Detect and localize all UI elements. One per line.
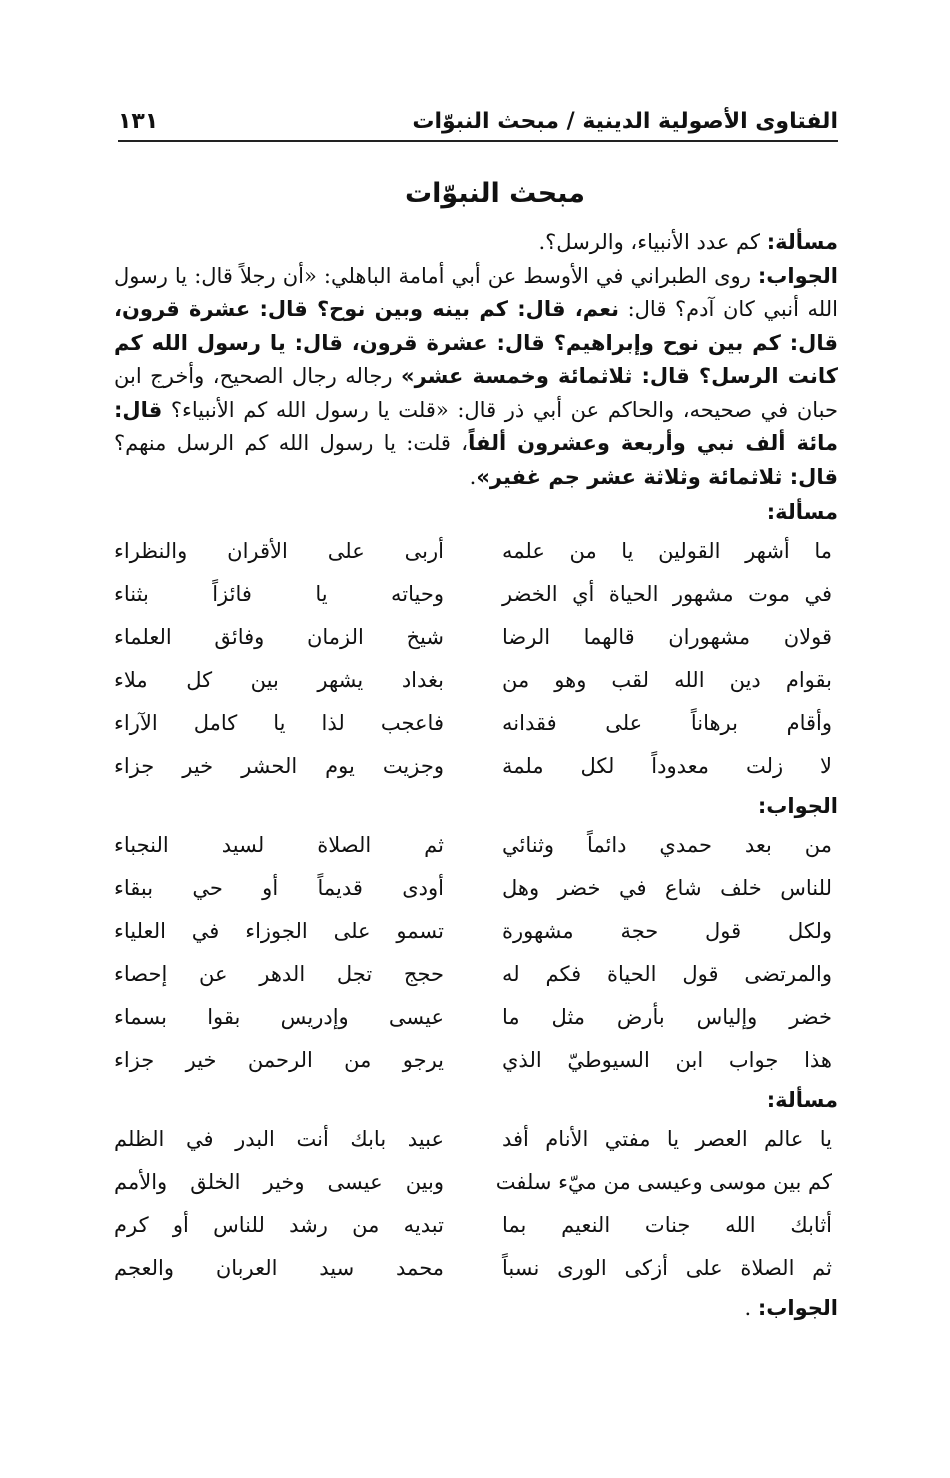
poem-verse: [114, 1247, 838, 1290]
verse-second-hemistich: يرجو من الرحمن خير جزاء: [114, 1047, 444, 1072]
answer-3-label: الجواب:: [757, 1296, 838, 1320]
verse-second-hemistich: فاعجب لذا يا كامل الآراء: [114, 710, 444, 735]
verse-first-hemistich: قولان مشهوران قالهما الرضا: [502, 624, 832, 649]
answer-2-label: الجواب:: [757, 794, 838, 818]
verse-second-hemistich: أربى على الأقران والنظراء: [114, 538, 444, 563]
poem-verse: [114, 1204, 838, 1247]
verse-first-hemistich: ثم الصلاة على أزكى الورى نسباً: [502, 1255, 832, 1280]
poem-verse: [114, 616, 838, 659]
answer-1-bold-part: نعم، قال: كم بينه وبين نوح؟ قال: عشرة قرون، قال: كم بين نوح وإبراهيم؟ قال: عشرة قرون، قال: يا رسول الله كم كانت الرسل؟ قال: ثلاثمائة وخمسة عشر»: [114, 297, 838, 388]
page-content: [114, 226, 838, 1326]
verse-first-hemistich: يا عالم العصر يا مفتي الأنام أفد: [502, 1126, 832, 1151]
section-title: مبحث النبوّات: [405, 178, 585, 209]
poem-verse: [114, 745, 838, 788]
verse-first-hemistich: والمرتضى قول الحياة فكم له: [502, 961, 832, 986]
answer-1-label: الجواب:: [757, 263, 838, 288]
verse-second-hemistich: تسمو على الجوزاء في العلياء: [114, 918, 444, 943]
poem-verse: [114, 1039, 838, 1082]
poem-verse: [114, 867, 838, 910]
verse-second-hemistich: وجزيت يوم الحشر خير جزاء: [114, 753, 444, 778]
verse-first-hemistich: لا زلت معدوداً لكل ملمة: [502, 753, 832, 778]
verse-second-hemistich: بغداد يشهر بين كل ملاء: [114, 667, 444, 692]
answer-1-bold-part: قال: مائة ألف نبي وأربعة وعشرون ألفاً: [114, 397, 838, 455]
poem-verse: [114, 996, 838, 1039]
poem-1: [114, 530, 838, 788]
verse-first-hemistich: ما أشهر القولين يا من علمه: [502, 538, 832, 563]
verse-second-hemistich: ثم الصلاة لسيد النجباء: [114, 832, 444, 857]
running-header: [118, 96, 838, 142]
verse-first-hemistich: خضر وإلياس بأرض مثل ما: [502, 1004, 832, 1029]
page-number: ١٣١: [118, 109, 159, 134]
poem-verse: [114, 1118, 838, 1161]
verse-first-hemistich: في موت مشهور الحياة أي الخضر: [502, 581, 832, 606]
poem-verse: [114, 1161, 838, 1204]
poem-verse: [114, 702, 838, 745]
poem-verse: [114, 824, 838, 867]
verse-second-hemistich: حجج تجل الدهر عن إحصاء: [114, 961, 444, 986]
answer-1-part: رجاله رجال الصحيح، وأخرج ابن حبان في صحيحه، والحاكم عن أبي ذر قال: «قلت يا رسول الله كم الأنبياء؟: [114, 364, 838, 422]
answer-3: [114, 1290, 838, 1326]
question-3-label: مسألة:: [766, 1088, 838, 1112]
question-1: [114, 226, 838, 260]
verse-second-hemistich: محمد سيد العربان والعجم: [114, 1255, 444, 1280]
verse-second-hemistich: وحياته يا فائزاً بثناء: [114, 581, 444, 606]
running-header-title: الفتاوى الأصولية الدينية / مبحث النبوّات: [412, 109, 838, 134]
answer-1-part: .: [469, 464, 477, 489]
verse-second-hemistich: شيخ الزمان وفائق العلماء: [114, 624, 444, 649]
question-2-label: مسألة:: [766, 500, 838, 524]
question-1-label: مسألة:: [766, 230, 838, 254]
verse-first-hemistich: ولكل قول حجة مشهورة: [502, 918, 832, 943]
answer-1: [114, 260, 838, 495]
poem-verse: [114, 659, 838, 702]
answer-1-part: ، قلت: يا رسول الله كم الرسل منهم؟: [114, 431, 469, 455]
verse-first-hemistich: أثابك الله جنات النعيم بما: [502, 1212, 832, 1237]
poem-3: [114, 1118, 838, 1290]
answer-1-bold-part: قال: ثلاثمائة وثلاثة عشر جم غفير»: [476, 464, 838, 489]
question-1-text: كم عدد الأنبياء، والرسل؟.: [538, 230, 767, 254]
answer-3-text: .: [744, 1296, 758, 1320]
verse-first-hemistich: للناس خلف شاع في خضر وهل: [502, 875, 832, 900]
poem-verse: [114, 953, 838, 996]
verse-first-hemistich: هذا جواب ابن السيوطيّ الذي: [502, 1047, 832, 1072]
verse-first-hemistich: من بعد حمدي دائماً وثنائي: [502, 832, 832, 857]
verse-second-hemistich: أودى قديماً أو حي ببقاء: [114, 875, 444, 900]
verse-second-hemistich: عبيد بابك أنت البدر في الظلم: [114, 1126, 444, 1151]
poem-verse: [114, 910, 838, 953]
poem-verse: [114, 530, 838, 573]
answer-1-part: روى الطبراني في الأوسط عن أبي أمامة الباهلي: «أن رجلاً قال: يا رسول الله أنبي كان آدم؟ قال:: [114, 263, 838, 321]
verse-second-hemistich: عيسى وإدريس بقوا بسماء: [114, 1004, 444, 1029]
verse-first-hemistich: وأقام برهاناً على فقدانه: [502, 710, 832, 735]
verse-first-hemistich: كم بين موسى وعيسى من ميّء سلفت: [495, 1169, 832, 1194]
poem-verse: [114, 573, 838, 616]
poem-2: [114, 824, 838, 1082]
verse-second-hemistich: تبديه من رشد للناس أو كرم: [114, 1212, 444, 1237]
verse-first-hemistich: بقوام دين الله لقب وهو من: [502, 667, 832, 692]
verse-second-hemistich: وبين عيسى وخير الخلق والأمم: [114, 1169, 444, 1194]
